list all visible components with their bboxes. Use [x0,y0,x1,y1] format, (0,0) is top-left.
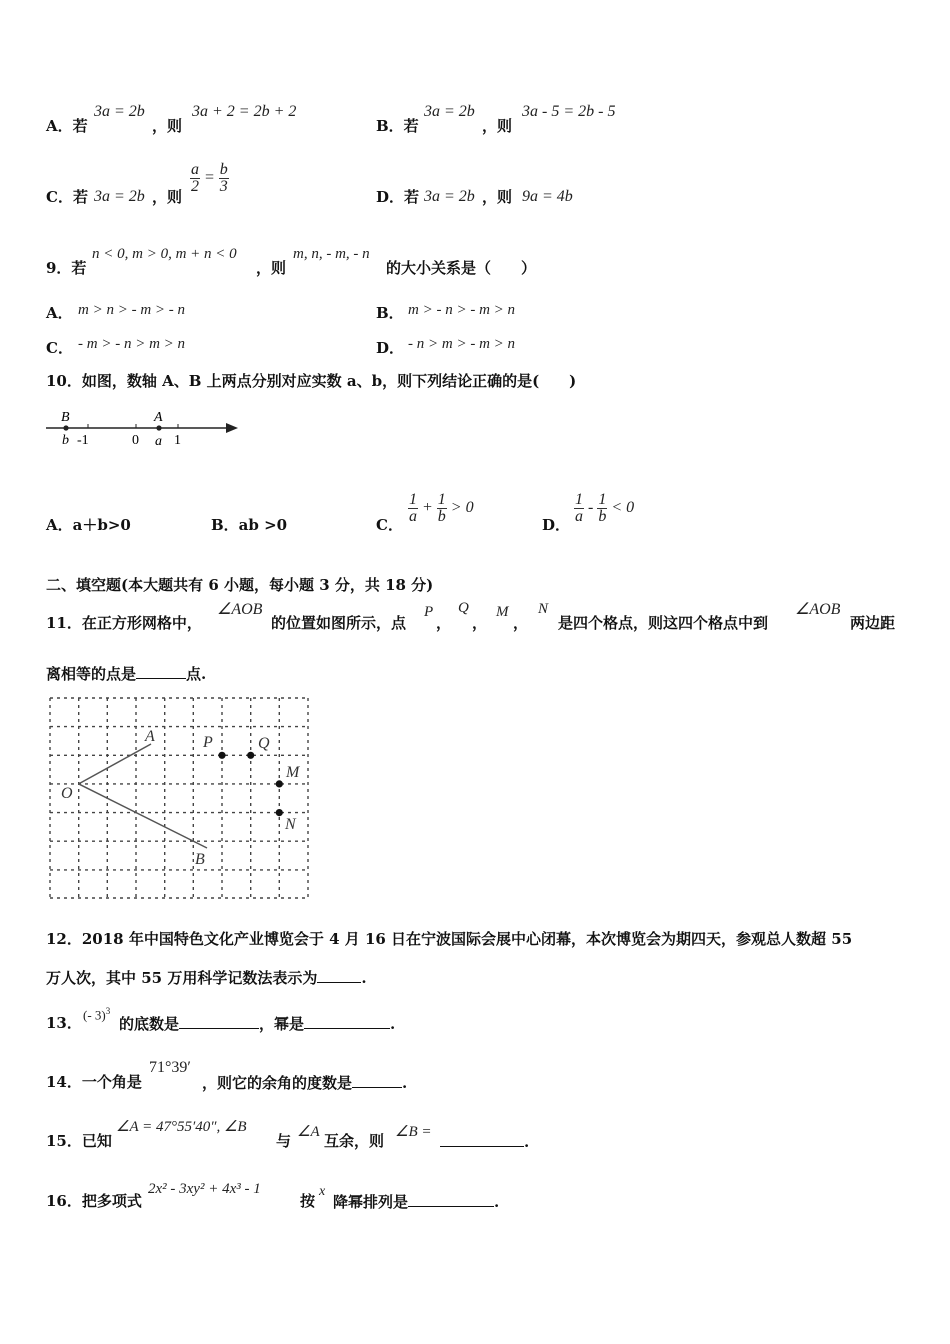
q14-end: . [402,1074,408,1092]
point-a-dot [156,425,161,430]
q8-option-d-result: 9a = 4b [522,188,573,205]
q11-sep-2: ， [472,614,488,632]
q15-text-2: 与 [276,1132,292,1150]
q11-text-1: 的位置如图所示，点 [271,614,407,632]
q8-option-c-then: ，则 [152,188,183,206]
tick-neg1-label: -1 [77,433,89,448]
q12-line-2 [46,968,367,987]
frac-denominator: 3 [219,178,228,195]
grid-label-p: P [203,734,213,751]
q11-grid-figure [44,692,314,902]
frac-numerator: 1 [598,491,607,508]
q15-angle-a: ∠A [297,1124,320,1140]
relation: > 0 [450,499,474,517]
grid-label-a: A [145,728,155,745]
q9-then: ，则 [256,259,287,277]
q16-text-1: 16．把多项式 [46,1192,142,1210]
q13-number: 13． [46,1014,82,1032]
equals-sign: = [204,169,215,187]
q11-text-3: 两边距 [850,614,896,632]
frac-denominator: a [409,508,417,525]
q11-angle: ∠AOB [217,601,263,618]
q11-angle-2: ∠AOB [795,601,841,618]
q9-option-d: - n > m > - m > n [408,336,516,352]
q8-option-c-condition: 3a = 2b [94,188,145,205]
q8-option-b-condition: 3a = 2b [424,103,475,120]
frac-denominator: b [437,508,446,525]
q11-sep-3: ， [513,614,529,632]
grid-label-m: M [286,764,300,781]
q11-point-m: M [496,604,509,620]
q11-line-2 [46,664,206,683]
operator: + [422,499,433,517]
relation: < 0 [611,499,635,517]
answer-blank[interactable] [136,664,186,679]
q13-expr-base: (- 3) [83,1007,106,1023]
q10-option-a: A．a＋b>0 [46,516,131,534]
value-a-label: a [155,434,162,449]
number-line-figure [44,404,244,450]
frac-numerator: 1 [409,491,417,508]
q13-text-1: 的底数是 [119,1015,180,1033]
q13-text-2: ，幂是 [259,1015,305,1033]
q11-number: 11．在正方形网格中， [46,614,202,632]
q13-expr-exponent: 3 [105,1006,111,1016]
q13-end: . [390,1015,396,1033]
q11-point-p: P [424,604,434,620]
grid-label-b: B [195,851,205,868]
q9-option-b-label: B． [376,304,404,322]
q9-option-c-label: C． [46,339,73,357]
grid-label-q: Q [258,735,270,752]
q14-text-2 [202,1073,407,1092]
grid-label-n: N [285,816,296,833]
tick-1-label: 1 [174,433,181,448]
answer-blank-base[interactable] [179,1014,259,1029]
q11-text-2: 是四个格点，则这四个格点中到 [558,614,769,632]
grid-point-q [247,752,254,759]
q15-text-1: 15．已知 [46,1132,112,1150]
q16-variable: x [319,1184,326,1199]
q16-text-3-body: 降幂排列是 [333,1193,409,1211]
grid-point-m [276,780,283,787]
q16-text-2: 按 [300,1192,316,1210]
frac-denominator: a [575,508,583,525]
q15-answer [440,1132,529,1151]
q16-text-3 [333,1192,499,1211]
q12-line-1: 12．2018 年中国特色文化产业博览会于 4 月 16 日在宁波国际会展中心闭幕，本次博览会为期四天，参观总人数超 55 [46,930,853,948]
frac-numerator: a [191,161,199,178]
number-line-arrow [226,423,238,433]
q8-option-a-then: ，则 [152,117,183,135]
q9-option-d-label: D． [376,339,405,357]
q10-stem: 10．如图，数轴 A、B 上两点分别对应实数 a、b，则下列结论正确的是( ) [46,372,577,390]
q9-option-a: m > n > - m > - n [78,302,186,318]
grid-point-n [276,809,283,816]
q14-text-2-body: ，则它的余角的度数是 [202,1074,353,1092]
q15-expression: ∠A = 47°55′40″, ∠B [116,1119,247,1135]
value-b-label: b [62,433,69,448]
q11-point-q: Q [458,600,469,616]
q8-option-b-result: 3a - 5 = 2b - 5 [522,103,616,120]
grid-point-p [218,752,225,759]
tick-0-label: 0 [132,433,139,448]
q9-number: 9．若 [46,259,87,277]
point-b-dot [63,425,68,430]
q8-option-b-label: B．若 [376,117,419,135]
answer-blank[interactable] [352,1073,402,1088]
operator: - [588,499,594,517]
grid-label-o: O [61,785,73,802]
ray-oa [79,744,151,784]
q11-line-2-text: 离相等的点是 [46,665,137,683]
q14-text-1: 14．一个角是 [46,1073,142,1091]
q10-option-d-expr [574,492,634,525]
grid-lines [50,698,308,898]
q8-option-a-label: A．若 [46,117,88,135]
q10-option-c-expr [408,492,474,525]
q8-option-a-result: 3a + 2 = 2b + 2 [192,103,297,120]
q8-option-d-condition: 3a = 2b [424,188,475,205]
q10-option-b: B．ab >0 [211,516,288,534]
q9-option-b: m > - n > - m > n [408,302,516,318]
q16-end: . [494,1193,500,1211]
q12-end: . [361,969,367,987]
q12-line-2-text: 万人次，其中 55 万用科学记数法表示为 [46,969,318,987]
q8-option-c-result [190,162,229,195]
answer-blank-power[interactable] [304,1014,390,1029]
q11-sep-1: ， [436,614,452,632]
q8-option-c-label: C．若 [46,188,88,206]
frac-numerator: b [219,161,228,178]
frac-denominator: b [598,508,607,525]
q13-expression [83,1002,110,1024]
answer-blank[interactable] [317,968,361,983]
frac-numerator: 1 [575,491,583,508]
q9-stem-end: 的大小关系是（ ） [386,259,537,277]
q9-option-a-label: A． [46,304,73,322]
q8-option-a-condition: 3a = 2b [94,103,145,120]
point-a-label: A [154,410,163,425]
q15-end: . [524,1133,530,1151]
q8-option-b-then: ，则 [482,117,513,135]
q9-condition: n < 0, m > 0, m + n < 0 [92,246,237,262]
q10-option-c-label: C． [376,516,403,534]
q13-text [119,1014,395,1033]
frac-numerator: 1 [437,491,446,508]
q15-text-3: 互余，则 [324,1132,385,1150]
q9-option-c: - m > - n > m > n [78,336,186,352]
q15-angle-b: ∠B = [395,1124,432,1140]
q14-angle: 71°39′ [149,1059,191,1076]
q9-vars: m, n, - m, - n [293,246,370,262]
ray-ob [79,784,207,848]
q8-option-d-then: ，则 [482,188,513,206]
answer-blank[interactable] [408,1192,494,1207]
point-b-label: B [61,410,70,425]
answer-blank[interactable] [440,1132,524,1147]
q11-point-n: N [538,601,549,617]
section-2-title: 二、填空题(本大题共有 6 小题，每小题 3 分，共 18 分) [46,576,434,594]
q8-option-d-label: D．若 [376,188,420,206]
q10-option-d-label: D． [542,516,571,534]
q11-line-2-end: 点. [186,665,207,683]
q16-polynomial: 2x² - 3xy² + 4x³ - 1 [148,1181,261,1197]
frac-denominator: 2 [191,178,199,195]
